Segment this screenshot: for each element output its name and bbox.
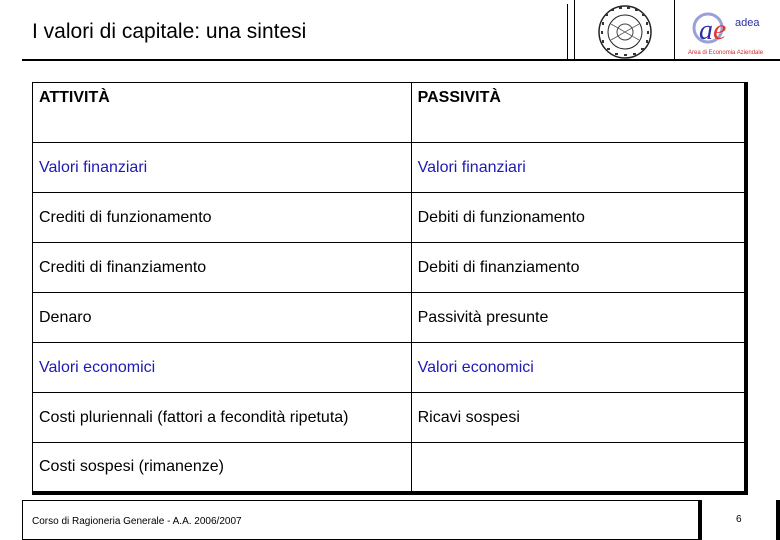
attivita-cell: Costi sospesi (rimanenze): [33, 443, 412, 493]
svg-text:adea: adea: [735, 17, 760, 29]
attivita-cell: Denaro: [33, 293, 412, 343]
summary-table: [32, 82, 748, 495]
footer-course: Corso di Ragioneria Generale - A.A. 2006/2007: [32, 516, 242, 527]
adea-logo-icon: [683, 4, 775, 58]
passivita-cell: Valori economici: [411, 343, 746, 393]
svg-text:e: e: [713, 13, 727, 46]
passivita-cell: [411, 443, 746, 493]
passivita-cell: Passività presunte: [411, 293, 746, 343]
table-row: [33, 243, 747, 293]
attivita-cell: Valori economici: [33, 343, 412, 393]
svg-text:Area di Economia Aziendale: Area di Economia Aziendale: [688, 50, 764, 56]
footer-divider: [776, 500, 780, 540]
attivita-cell: Valori finanziari: [33, 143, 412, 193]
table-row: [33, 293, 747, 343]
page-number: 6: [736, 514, 742, 525]
attivita-cell: Costi pluriennali (fattori a fecondità ripetuta): [33, 393, 412, 443]
attivita-cell: Crediti di finanziamento: [33, 243, 412, 293]
table-row: [33, 193, 747, 243]
attivita-cell: Crediti di funzionamento: [33, 193, 412, 243]
passivita-cell: Debiti di funzionamento: [411, 193, 746, 243]
svg-text:a: a: [699, 15, 713, 46]
university-logo-area: [574, 0, 674, 60]
header-passivita: PASSIVITÀ: [411, 83, 746, 143]
passivita-cell: Debiti di finanziamento: [411, 243, 746, 293]
header-attivita: ATTIVITÀ: [33, 83, 412, 143]
university-seal-icon: [597, 4, 653, 60]
table-row: [33, 343, 747, 393]
table-row: [33, 443, 747, 493]
page-title: I valori di capitale: una sintesi: [32, 20, 307, 43]
table-header-row: [33, 83, 747, 143]
passivita-cell: Ricavi sospesi: [411, 393, 746, 443]
table-row: [33, 143, 747, 193]
passivita-cell: Valori finanziari: [411, 143, 746, 193]
adea-logo-area: [674, 0, 780, 60]
table-row: [33, 393, 747, 443]
